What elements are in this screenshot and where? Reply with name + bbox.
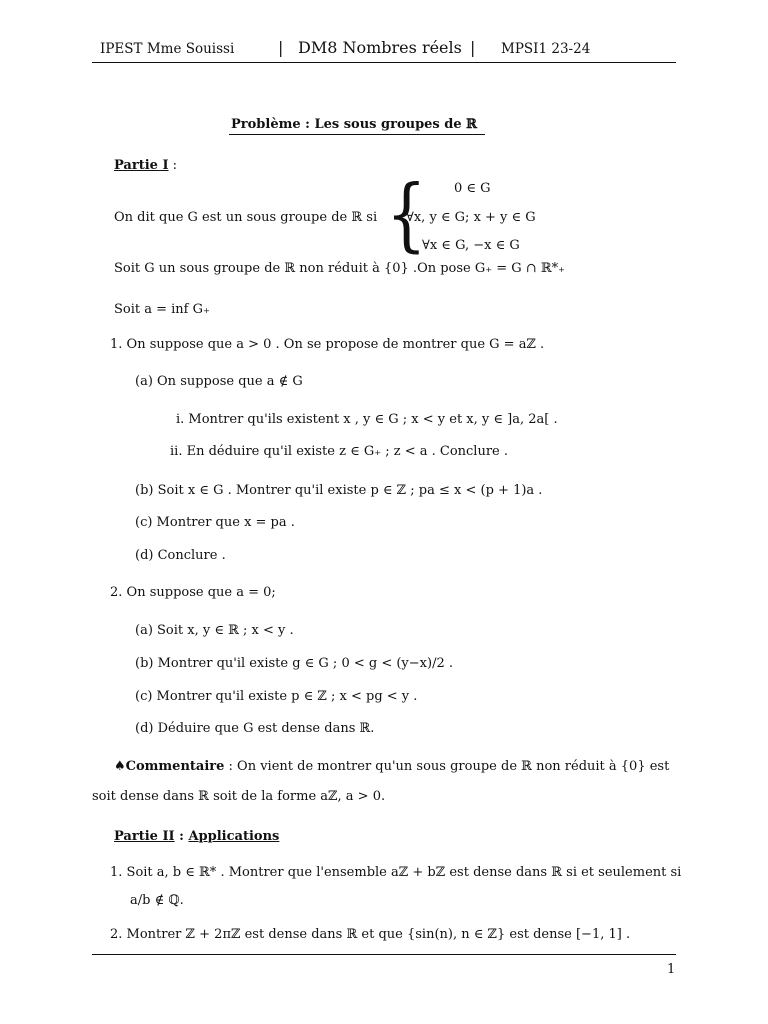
problem-title: Problème : Les sous groupes de ℝ	[231, 117, 477, 132]
definition-brace: {	[386, 168, 427, 262]
page-number: 1	[667, 962, 676, 977]
question-1c: (c) Montrer que x = pa .	[135, 515, 295, 530]
footer-rule	[92, 954, 676, 955]
soit-a-line: Soit a = inf G₊	[114, 302, 210, 317]
partII-heading-rest: Applications	[188, 829, 280, 844]
definition-condition-1: 0 ∈ G	[454, 181, 491, 196]
partII-question-1-line-2: a/b ∉ ℚ.	[130, 893, 184, 908]
partII-heading	[114, 829, 279, 844]
soit-G-line: Soit G un sous groupe de ℝ non réduit à {0} .On pose G₊ = G ∩ ℝ*₊	[114, 261, 565, 276]
partI-heading	[114, 158, 177, 173]
partII-question-2: 2. Montrer ℤ + 2πℤ est dense dans ℝ et que {sin(n), n ∈ ℤ} est dense [−1, 1] .	[110, 927, 631, 942]
header-right: MPSI1 23-24	[501, 41, 591, 57]
question-1a: (a) On suppose que a ∉ G	[135, 374, 303, 389]
header-rule	[92, 62, 676, 63]
definition-condition-3: ∀x ∈ G, −x ∈ G	[422, 238, 520, 253]
partII-heading-suffix: :	[174, 829, 189, 844]
partII-heading-label: Partie II	[114, 829, 175, 844]
partI-heading-suffix: :	[168, 158, 178, 173]
question-1b: (b) Soit x ∈ G . Montrer qu'il existe p ∈ ℤ ; pa ≤ x < (p + 1)a .	[135, 483, 543, 498]
question-2a: (a) Soit x, y ∈ ℝ ; x < y .	[135, 623, 294, 638]
question-1a-i: i. Montrer qu'ils existent x , y ∈ G ; x < y et x, y ∈ ]a, 2a[ .	[176, 412, 558, 427]
question-1d: (d) Conclure .	[135, 548, 226, 563]
question-2b: (b) Montrer qu'il existe g ∈ G ; 0 < g < (y−x)/2 .	[135, 656, 453, 671]
question-2c: (c) Montrer qu'il existe p ∈ ℤ ; x < pg < y .	[135, 689, 418, 704]
header-sep-1: |	[278, 38, 284, 57]
question-1: 1. On suppose que a > 0 . On se propose de montrer que G = aℤ .	[110, 337, 545, 352]
header-title: DM8 Nombres réels	[298, 38, 462, 57]
commentaire-label: Commentaire	[125, 759, 225, 774]
partII-question-1-line-1: 1. Soit a, b ∈ ℝ* . Montrer que l'ensemble aℤ + bℤ est dense dans ℝ si et seulement si	[110, 865, 682, 880]
commentaire-text-1: : On vient de montrer qu'un sous groupe de ℝ non réduit à {0} est	[224, 759, 670, 774]
partI-heading-label: Partie I	[114, 158, 169, 173]
question-2: 2. On suppose que a = 0;	[110, 585, 276, 600]
commentaire-line-1	[114, 759, 669, 774]
spade-icon: ♠	[114, 759, 126, 774]
commentaire-line-2: soit dense dans ℝ soit de la forme aℤ, a > 0.	[92, 789, 386, 804]
header-sep-2: |	[470, 38, 476, 57]
question-1a-ii: ii. En déduire qu'il existe z ∈ G₊ ; z < a . Conclure .	[170, 444, 509, 459]
title-underline	[229, 134, 485, 135]
definition-condition-2: ∀x, y ∈ G; x + y ∈ G	[406, 210, 536, 225]
header-left: IPEST Mme Souissi	[100, 41, 235, 57]
question-2d: (d) Déduire que G est dense dans ℝ.	[135, 721, 375, 736]
definition-intro: On dit que G est un sous groupe de ℝ si	[114, 210, 378, 225]
